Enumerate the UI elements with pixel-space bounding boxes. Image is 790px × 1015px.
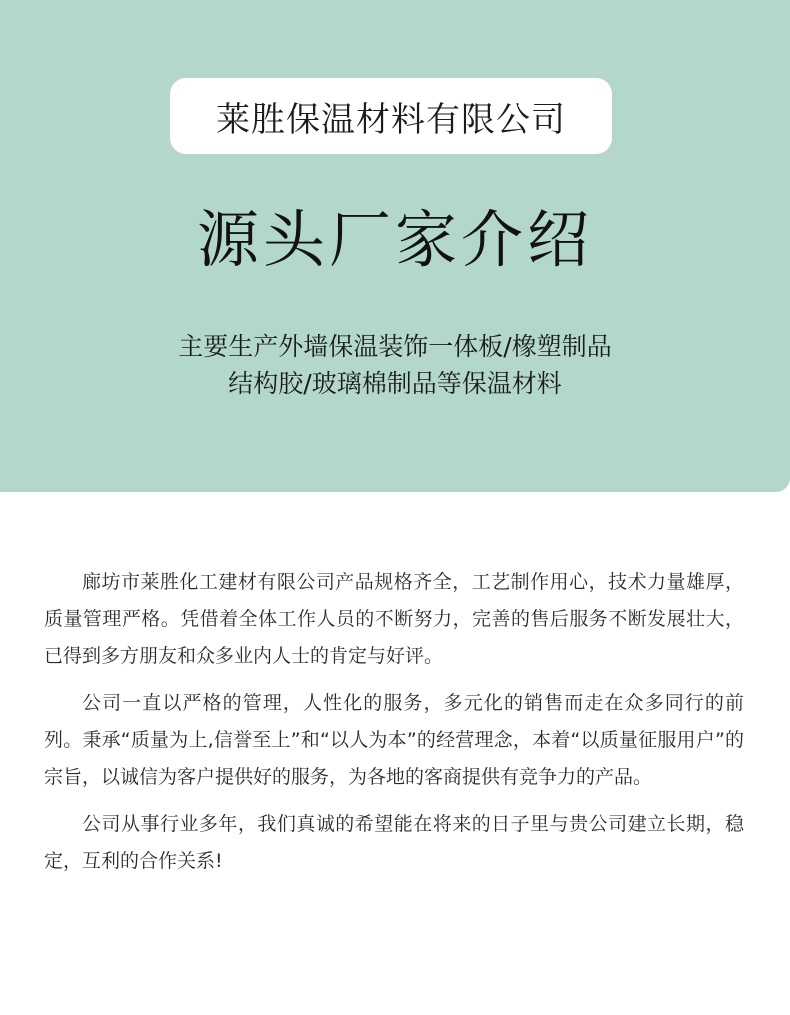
product-summary — [0, 328, 790, 402]
company-name-pill — [170, 78, 612, 154]
page-title: 源头厂家介绍 — [196, 203, 593, 276]
company-name: 莱胜保温材料有限公司 — [216, 99, 566, 140]
intro-paragraph-2: 公司一直以严格的管理，人性化的服务，多元化的销售而走在众多同行的前列。秉承“质量为上,信誉至上”和“以人为本”的经营理念，本着“以质量征服用户”的宗旨，以诚信为客户提供好的服务，为各地的客商提供有竞争力的产品。 — [44, 692, 744, 788]
hero-banner — [0, 0, 790, 492]
intro-paragraph-3: 公司从事行业多年，我们真诚的希望能在将来的日子里与贵公司建立长期，稳定，互利的合作关系! — [44, 813, 744, 872]
product-summary-line-2: 结构胶/玻璃棉制品等保温材料 — [228, 369, 562, 398]
intro-paragraph-1: 廊坊市莱胜化工建材有限公司产品规格齐全，工艺制作用心，技术力量雄厚，质量管理严格。凭借着全体工作人员的不断努力，完善的售后服务不断发展壮大，已得到多方朋友和众多业内人士的肯定与好评。 — [44, 571, 744, 667]
company-introduction — [44, 564, 744, 890]
product-summary-line-1: 主要生产外墙保温装饰一体板/橡塑制品 — [178, 332, 612, 361]
